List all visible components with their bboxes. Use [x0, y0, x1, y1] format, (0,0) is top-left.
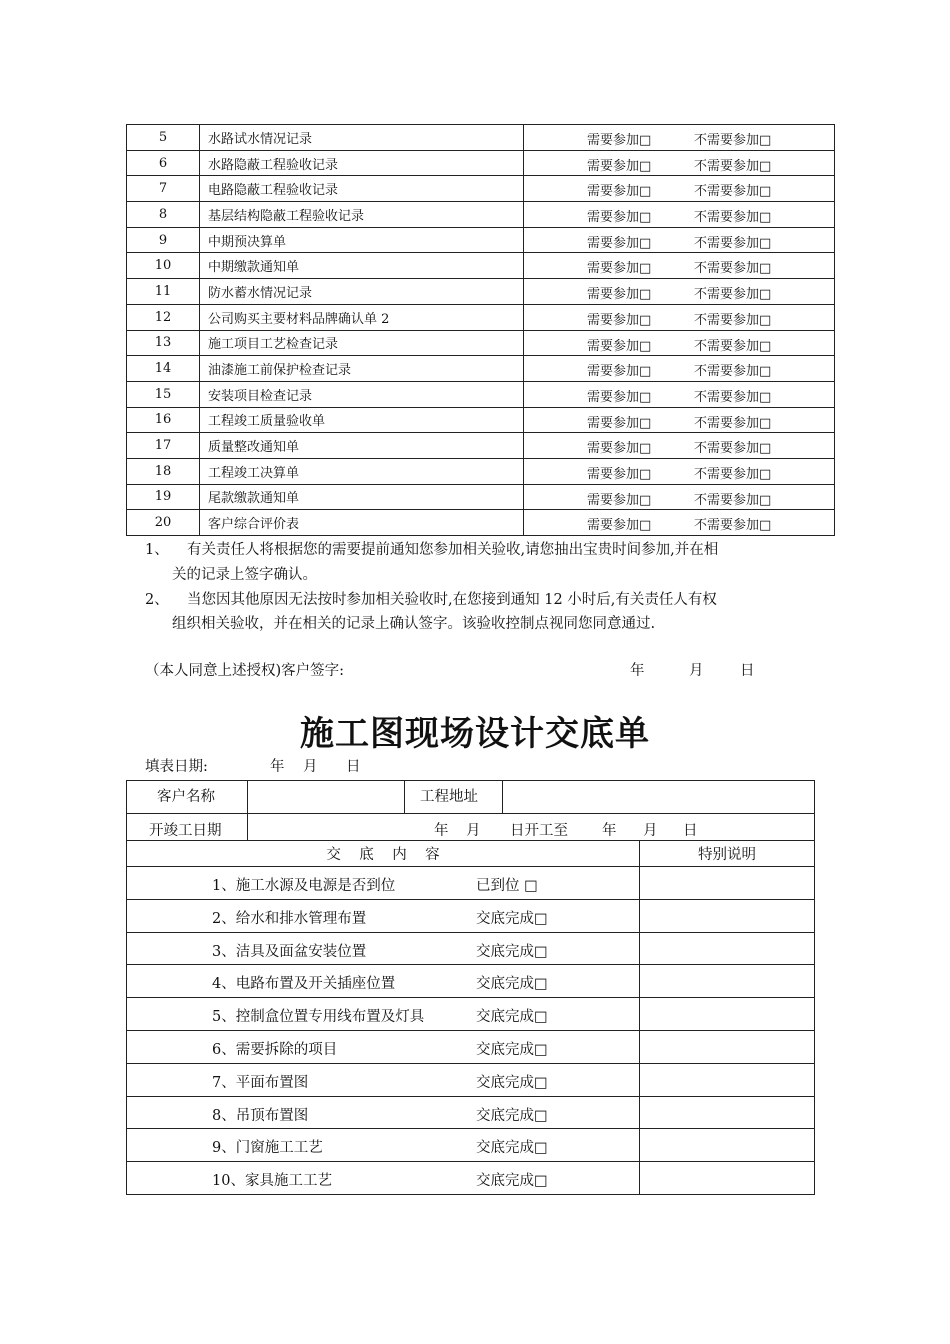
note-2-number: 2、 [145, 592, 169, 608]
no-need-attend-checkbox[interactable]: 不需要参加□ [694, 389, 772, 405]
handover-item-content [127, 998, 640, 1031]
checklist-row-options [524, 125, 835, 151]
customer-name-label-cell [127, 781, 248, 814]
need-attend-checkbox[interactable]: 需要参加□ [587, 441, 652, 457]
no-need-attend-checkbox[interactable]: 不需要参加□ [694, 492, 772, 508]
address-label-cell [405, 781, 503, 814]
period-field[interactable] [248, 814, 815, 841]
handover-item-status-checkbox[interactable]: 交底完成□ [476, 1074, 548, 1091]
checklist-row-name: 公司购买主要材料品牌确认单 2 [200, 304, 524, 330]
no-need-attend-checkbox[interactable]: 不需要参加□ [694, 312, 772, 328]
period-month-2: 月 [643, 823, 658, 839]
checklist-row [127, 227, 835, 253]
signature-month: 月 [689, 663, 704, 679]
handover-item-content [127, 1162, 640, 1195]
handover-item-status-checkbox[interactable]: 交底完成□ [476, 910, 548, 927]
handover-item-status-checkbox[interactable]: 交底完成□ [476, 976, 548, 993]
handover-item-content [127, 867, 640, 900]
handover-item-content [127, 1063, 640, 1096]
form-title: 施工图现场设计交底单 [300, 714, 650, 754]
checklist-row [127, 433, 835, 459]
handover-item-remark[interactable] [640, 899, 815, 932]
need-attend-checkbox[interactable]: 需要参加□ [587, 133, 652, 148]
handover-item-label: 1、施工水源及电源是否到位 [212, 878, 396, 894]
need-attend-checkbox[interactable]: 需要参加□ [587, 518, 652, 534]
checklist-row [127, 150, 835, 176]
checklist-row-name: 中期缴款通知单 [200, 253, 524, 279]
checklist-row [127, 458, 835, 484]
need-attend-checkbox[interactable]: 需要参加□ [587, 261, 652, 277]
no-need-attend-checkbox[interactable]: 不需要参加□ [694, 235, 772, 251]
checklist-row-options [524, 150, 835, 176]
handover-item-status-checkbox[interactable]: 交底完成□ [476, 1009, 548, 1026]
handover-item-row [127, 867, 815, 900]
checklist-row-number: 17 [127, 433, 200, 459]
handover-item-remark[interactable] [640, 867, 815, 900]
checklist-row-name: 安装项目检查记录 [200, 381, 524, 407]
checklist-row [127, 125, 835, 151]
checklist-row-number: 6 [127, 150, 200, 176]
checklist-row [127, 253, 835, 279]
note-2-line2: 组织相关验收，并在相关的记录上确认签字。该验收控制点视同您同意通过. [172, 616, 656, 632]
need-attend-checkbox[interactable]: 需要参加□ [587, 415, 652, 431]
acceptance-checklist-table [126, 124, 835, 536]
need-attend-checkbox[interactable]: 需要参加□ [587, 466, 652, 482]
handover-item-status-checkbox[interactable]: 已到位 □ [476, 878, 538, 894]
fill-date-year: 年 [270, 759, 285, 775]
checklist-row-number: 9 [127, 227, 200, 253]
handover-item-label: 10、家具施工工艺 [212, 1173, 332, 1190]
customer-name-field[interactable] [248, 781, 405, 814]
need-attend-checkbox[interactable]: 需要参加□ [587, 338, 652, 354]
handover-item-label: 9、门窗施工工艺 [212, 1140, 323, 1157]
checklist-row-options [524, 484, 835, 510]
period-row [127, 814, 815, 841]
checklist-row-number: 13 [127, 330, 200, 356]
handover-item-status-checkbox[interactable]: 交底完成□ [476, 1041, 548, 1058]
handover-item-row [127, 1063, 815, 1096]
handover-item-content [127, 965, 640, 998]
handover-item-status-checkbox[interactable]: 交底完成□ [476, 1107, 548, 1124]
checklist-row [127, 330, 835, 356]
handover-item-row [127, 899, 815, 932]
handover-item-row [127, 998, 815, 1031]
handover-item-label: 6、需要拆除的项目 [212, 1041, 338, 1058]
handover-item-label: 7、平面布置图 [212, 1074, 309, 1091]
fill-date-day: 日 [346, 759, 361, 775]
need-attend-checkbox[interactable]: 需要参加□ [587, 184, 652, 200]
checklist-row-options [524, 253, 835, 279]
handover-item-row [127, 1096, 815, 1129]
handover-item-content [127, 1096, 640, 1129]
checklist-row-number: 20 [127, 510, 200, 536]
checklist-row-options [524, 227, 835, 253]
checklist-row-name: 施工项目工艺检查记录 [200, 330, 524, 356]
checklist-row-number: 19 [127, 484, 200, 510]
checklist-row-number: 12 [127, 304, 200, 330]
checklist-row [127, 484, 835, 510]
address-label: 工程地址 [420, 789, 478, 805]
handover-item-row [127, 932, 815, 965]
checklist-row [127, 279, 835, 305]
checklist-row-number: 8 [127, 202, 200, 228]
period-month-1: 月 [466, 823, 481, 839]
checklist-row-number: 14 [127, 356, 200, 382]
need-attend-checkbox[interactable]: 需要参加□ [587, 389, 652, 405]
handover-item-status-checkbox[interactable]: 交底完成□ [476, 1140, 548, 1157]
checklist-row-number: 11 [127, 279, 200, 305]
no-need-attend-checkbox[interactable]: 不需要参加□ [694, 518, 772, 534]
need-attend-checkbox[interactable]: 需要参加□ [587, 312, 652, 328]
checklist-row-name: 客户综合评价表 [200, 510, 524, 536]
handover-item-remark[interactable] [640, 998, 815, 1031]
handover-item-label: 4、电路布置及开关插座位置 [212, 976, 396, 993]
handover-item-remark[interactable] [640, 1063, 815, 1096]
handover-item-row [127, 1030, 815, 1063]
handover-item-label: 5、控制盒位置专用线布置及灯具 [212, 1009, 425, 1026]
period-mid: 日开工至 [510, 823, 568, 839]
no-need-attend-checkbox[interactable]: 不需要参加□ [694, 415, 772, 431]
period-label: 开竣工日期 [149, 823, 222, 839]
handover-item-content [127, 932, 640, 965]
signature-label: （本人同意上述授权)客户签字: [145, 663, 345, 679]
note-1-line1: 有关责任人将根据您的需要提前通知您参加相关验收,请您抽出宝贵时间参加,并在相 [187, 542, 719, 558]
design-handover-table [126, 780, 815, 1195]
no-need-attend-checkbox[interactable]: 不需要参加□ [694, 338, 772, 354]
checklist-row-options [524, 202, 835, 228]
customer-name-label: 客户名称 [157, 789, 215, 805]
checklist-row-number: 15 [127, 381, 200, 407]
customer-row [127, 781, 815, 814]
checklist-row-name: 水路试水情况记录 [200, 125, 524, 151]
checklist-row-options [524, 458, 835, 484]
no-need-attend-checkbox[interactable]: 不需要参加□ [694, 133, 772, 148]
checklist-row-number: 16 [127, 407, 200, 433]
checklist-row-options [524, 279, 835, 305]
checklist-row-number: 10 [127, 253, 200, 279]
checklist-row-options [524, 304, 835, 330]
need-attend-checkbox[interactable]: 需要参加□ [587, 158, 652, 174]
note-2-line1: 当您因其他原因无法按时参加相关验收时,在您接到通知 12 小时后,有关责任人有权 [187, 592, 717, 608]
no-need-attend-checkbox[interactable]: 不需要参加□ [694, 466, 772, 482]
checklist-row-options [524, 330, 835, 356]
checklist-row-number: 7 [127, 176, 200, 202]
checklist-row-name: 水路隐蔽工程验收记录 [200, 150, 524, 176]
handover-item-content [127, 1129, 640, 1162]
need-attend-checkbox[interactable]: 需要参加□ [587, 492, 652, 508]
handover-item-remark[interactable] [640, 1129, 815, 1162]
handover-item-label: 8、吊顶布置图 [212, 1107, 309, 1124]
handover-item-remark[interactable] [640, 1096, 815, 1129]
checklist-row-options [524, 176, 835, 202]
handover-item-remark[interactable] [640, 965, 815, 998]
checklist-row-name: 电路隐蔽工程验收记录 [200, 176, 524, 202]
checklist-row-options [524, 407, 835, 433]
handover-item-remark[interactable] [640, 932, 815, 965]
checklist-row-name: 油漆施工前保护检查记录 [200, 356, 524, 382]
no-need-attend-checkbox[interactable]: 不需要参加□ [694, 287, 772, 303]
no-need-attend-checkbox[interactable]: 不需要参加□ [694, 441, 772, 457]
checklist-row [127, 202, 835, 228]
handover-item-row [127, 1129, 815, 1162]
need-attend-checkbox[interactable]: 需要参加□ [587, 364, 652, 380]
need-attend-checkbox[interactable]: 需要参加□ [587, 210, 652, 226]
signature-year: 年 [630, 663, 645, 679]
handover-item-content [127, 899, 640, 932]
checklist-row-name: 尾款缴款通知单 [200, 484, 524, 510]
need-attend-checkbox[interactable]: 需要参加□ [587, 287, 652, 303]
checklist-row [127, 381, 835, 407]
no-need-attend-checkbox[interactable]: 不需要参加□ [694, 364, 772, 380]
period-label-cell [127, 814, 248, 841]
handover-item-row [127, 1162, 815, 1195]
checklist-row-name: 基层结构隐蔽工程验收记录 [200, 202, 524, 228]
fill-date-label: 填表日期: [145, 759, 208, 775]
checklist-row-options [524, 510, 835, 536]
period-year-1: 年 [434, 823, 449, 839]
handover-item-remark[interactable] [640, 1030, 815, 1063]
handover-item-remark[interactable] [640, 1162, 815, 1195]
checklist-row-options [524, 356, 835, 382]
period-year-2: 年 [602, 823, 617, 839]
signature-day: 日 [740, 663, 755, 679]
handover-item-status-checkbox[interactable]: 交底完成□ [476, 1173, 548, 1190]
checklist-row [127, 407, 835, 433]
checklist-row-name: 防水蓄水情况记录 [200, 279, 524, 305]
fill-date-month: 月 [303, 759, 318, 775]
no-need-attend-checkbox[interactable]: 不需要参加□ [694, 184, 772, 200]
no-need-attend-checkbox[interactable]: 不需要参加□ [694, 261, 772, 277]
handover-item-label: 3、洁具及面盆安装位置 [212, 943, 367, 960]
note-1-number: 1、 [145, 542, 169, 558]
note-1-line2: 关的记录上签字确认。 [172, 567, 317, 583]
checklist-row-name: 工程竣工质量验收单 [200, 407, 524, 433]
content-header: 交 底 内 容 [127, 841, 640, 867]
handover-item-status-checkbox[interactable]: 交底完成□ [476, 943, 548, 960]
no-need-attend-checkbox[interactable]: 不需要参加□ [694, 210, 772, 226]
no-need-attend-checkbox[interactable]: 不需要参加□ [694, 158, 772, 174]
checklist-row [127, 356, 835, 382]
checklist-row-name: 工程竣工决算单 [200, 458, 524, 484]
checklist-row [127, 176, 835, 202]
period-day-2: 日 [683, 823, 698, 839]
handover-items [127, 867, 815, 1195]
handover-item-label: 2、给水和排水管理布置 [212, 910, 367, 927]
need-attend-checkbox[interactable]: 需要参加□ [587, 235, 652, 251]
checklist-row-options [524, 381, 835, 407]
checklist-row [127, 304, 835, 330]
checklist-row-name: 中期预决算单 [200, 227, 524, 253]
checklist-body [127, 125, 835, 536]
checklist-row-number: 18 [127, 458, 200, 484]
checklist-row-name: 质量整改通知单 [200, 433, 524, 459]
checklist-row-options [524, 433, 835, 459]
handover-item-content [127, 1030, 640, 1063]
checklist-row [127, 510, 835, 536]
content-header-row [127, 841, 815, 867]
remark-header: 特别说明 [640, 841, 815, 867]
checklist-row-number: 5 [127, 125, 200, 151]
address-field[interactable] [503, 781, 815, 814]
handover-item-row [127, 965, 815, 998]
